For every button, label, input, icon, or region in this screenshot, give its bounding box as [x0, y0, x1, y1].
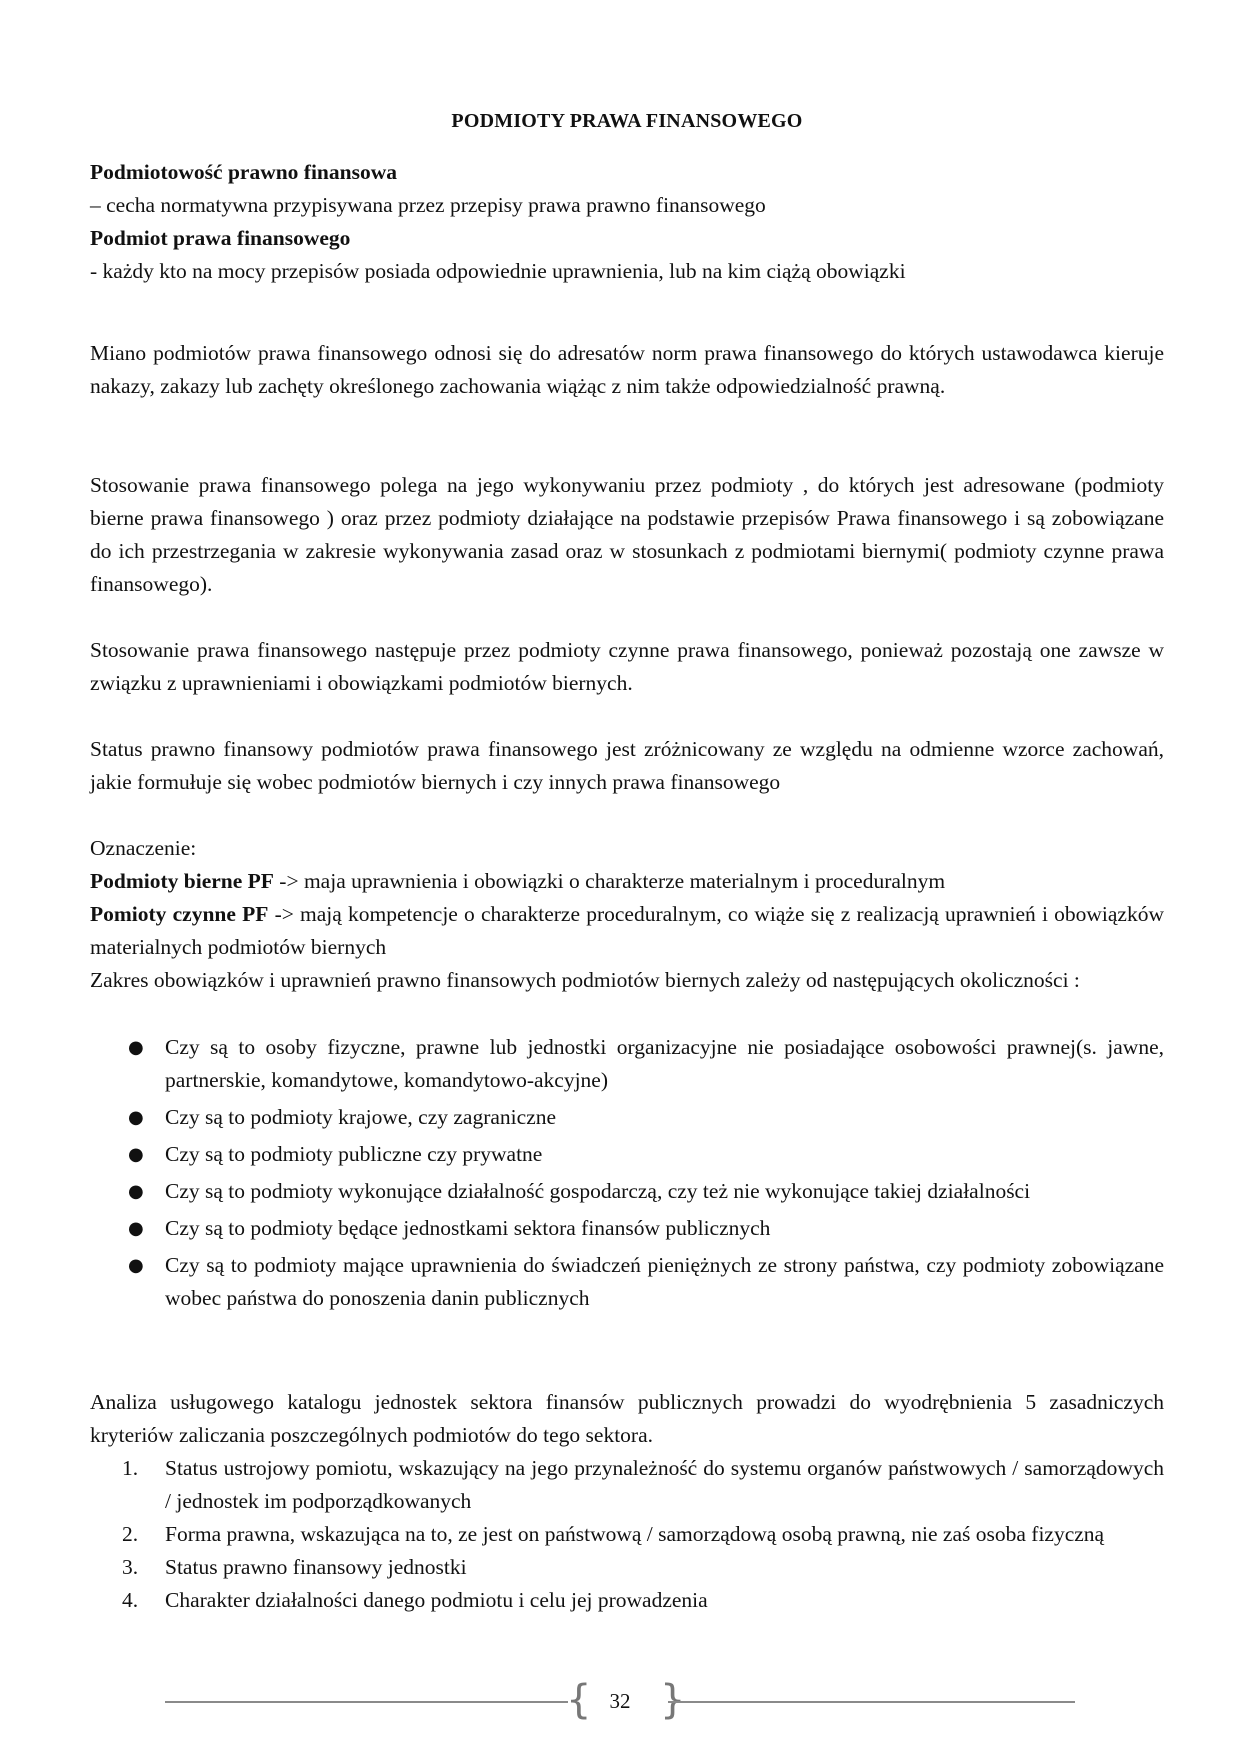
- list-item-text: Czy są to podmioty wykonujące działalność gospodarczą, czy też nie wykonujące takiej działalności: [165, 1179, 1031, 1203]
- passive-term: Podmioty bierne PF: [90, 869, 274, 893]
- list-item-text: Status ustrojowy pomiotu, wskazujący na jego przynależność do systemu organów państwowych / samorządowych / jednostek im podporządkowanych: [165, 1456, 1164, 1513]
- bullet-icon: ●: [128, 1181, 144, 1202]
- list-number: 1.: [122, 1456, 139, 1480]
- list-number: 4.: [122, 1588, 139, 1612]
- list-item: [90, 1249, 1164, 1315]
- list-item-text: Czy są to podmioty krajowe, czy zagraniczne: [165, 1105, 557, 1129]
- bracket-left-icon: {: [566, 1677, 592, 1723]
- list-number: 3.: [122, 1555, 139, 1579]
- list-item-text: Charakter działalności danego podmiotu i celu jej prowadzenia: [165, 1588, 708, 1612]
- paragraph: Status prawno finansowy podmiotów prawa finansowego jest zróżnicowany ze względu na odmienne wzorce zachowań, jakie formułuje się wobec podmiotów biernych i czy innych prawa finansowego: [90, 737, 1164, 794]
- bullet-icon: ●: [128, 1144, 144, 1165]
- definition-term: Podmiotowość prawno finansowa: [90, 160, 397, 184]
- list-item: [90, 1518, 1164, 1551]
- page-footer: [0, 1678, 1240, 1728]
- circumstances-list: [90, 1031, 1164, 1319]
- active-term: Pomioty czynne PF: [90, 902, 269, 926]
- list-item: [90, 1138, 1164, 1171]
- passive-text: -> maja uprawnienia i obowiązki o charakterze materialnym i proceduralnym: [273, 869, 946, 893]
- paragraph: Stosowanie prawa finansowego następuje przez podmioty czynne prawa finansowego, ponieważ pozostają one zawsze w związku z uprawnieniami i obowiązkami podmiotów biernych.: [90, 638, 1164, 695]
- designation-active: [90, 898, 1164, 964]
- scope-text: Zakres obowiązków i uprawnień prawno finansowych podmiotów biernych zależy od następujących okoliczności :: [90, 968, 1080, 992]
- bullet-icon: ●: [128, 1255, 144, 1276]
- page-number: 32: [609, 1689, 631, 1713]
- definition-text: - każdy kto na mocy przepisów posiada odpowiednie uprawnienia, lub na kim ciążą obowiązki: [90, 259, 906, 283]
- list-item: [90, 1551, 1164, 1584]
- analysis-paragraph: Analiza usługowego katalogu jednostek sektora finansów publicznych prowadzi do wyodrębnienia 5 zasadniczych kryteriów zaliczania poszczególnych podmiotów do tego sektora.: [90, 1390, 1164, 1447]
- list-item: [90, 1101, 1164, 1134]
- active-text: -> mają kompetencje o charakterze proceduralnym, co wiąże się z realizacją uprawnień i obowiązków materialnych podmiotów biernych: [90, 902, 1164, 959]
- list-item-text: Czy są to podmioty publiczne czy prywatne: [165, 1142, 543, 1166]
- designation-heading: Oznaczenie:: [90, 836, 197, 860]
- definition-term: Podmiot prawa finansowego: [90, 226, 351, 250]
- bullet-icon: ●: [128, 1218, 144, 1239]
- paragraph: Miano podmiotów prawa finansowego odnosi się do adresatów norm prawa finansowego do których ustawodawca kieruje nakazy, zakazy lub zachęty określonego zachowania wiążąc z nim także odpowiedzialność prawną.: [90, 341, 1164, 398]
- paragraph: Stosowanie prawa finansowego polega na jego wykonywaniu przez podmioty , do których jest adresowane (podmioty bierne prawa finansowego ) oraz przez podmioty działające na podstawie przepisów Prawa finansowego i są zobowiązane do ich przestrzegania w zakresie wykonywania zasad oraz w stosunkach z podmiotami biernymi( podmioty czynne prawa finansowego).: [90, 473, 1164, 596]
- footer-rule: [165, 1701, 568, 1703]
- bullet-icon: ●: [128, 1037, 144, 1058]
- footer-rule: [668, 1701, 1075, 1703]
- list-item: [90, 1031, 1164, 1097]
- bullet-icon: ●: [128, 1107, 144, 1128]
- page-title: PODMIOTY PRAWA FINANSOWEGO: [451, 110, 803, 132]
- list-item-text: Status prawno finansowy jednostki: [165, 1555, 467, 1579]
- bracket-right-icon: }: [660, 1677, 686, 1723]
- definition-block: [90, 156, 1164, 288]
- list-item: [90, 1452, 1164, 1518]
- list-number: 2.: [122, 1522, 139, 1546]
- list-item-text: Czy są to osoby fizyczne, prawne lub jednostki organizacyjne nie posiadające osobowości prawnej(s. jawne, partnerskie, komandytowe, komandytowo-akcyjne): [165, 1035, 1164, 1092]
- criteria-list: [90, 1452, 1164, 1617]
- list-item: [90, 1175, 1164, 1208]
- list-item-text: Forma prawna, wskazująca na to, ze jest on państwową / samorządową osobą prawną, nie zaś osoba fizyczną: [165, 1522, 1105, 1546]
- list-item-text: Czy są to podmioty mające uprawnienia do świadczeń pieniężnych ze strony państwa, czy podmioty zobowiązane wobec państwa do ponoszenia danin publicznych: [165, 1253, 1164, 1310]
- list-item: [90, 1584, 1164, 1617]
- definition-text: – cecha normatywna przypisywana przez przepisy prawa prawno finansowego: [90, 193, 766, 217]
- list-item-text: Czy są to podmioty będące jednostkami sektora finansów publicznych: [165, 1216, 771, 1240]
- list-item: [90, 1212, 1164, 1245]
- designation-passive: [90, 865, 1164, 898]
